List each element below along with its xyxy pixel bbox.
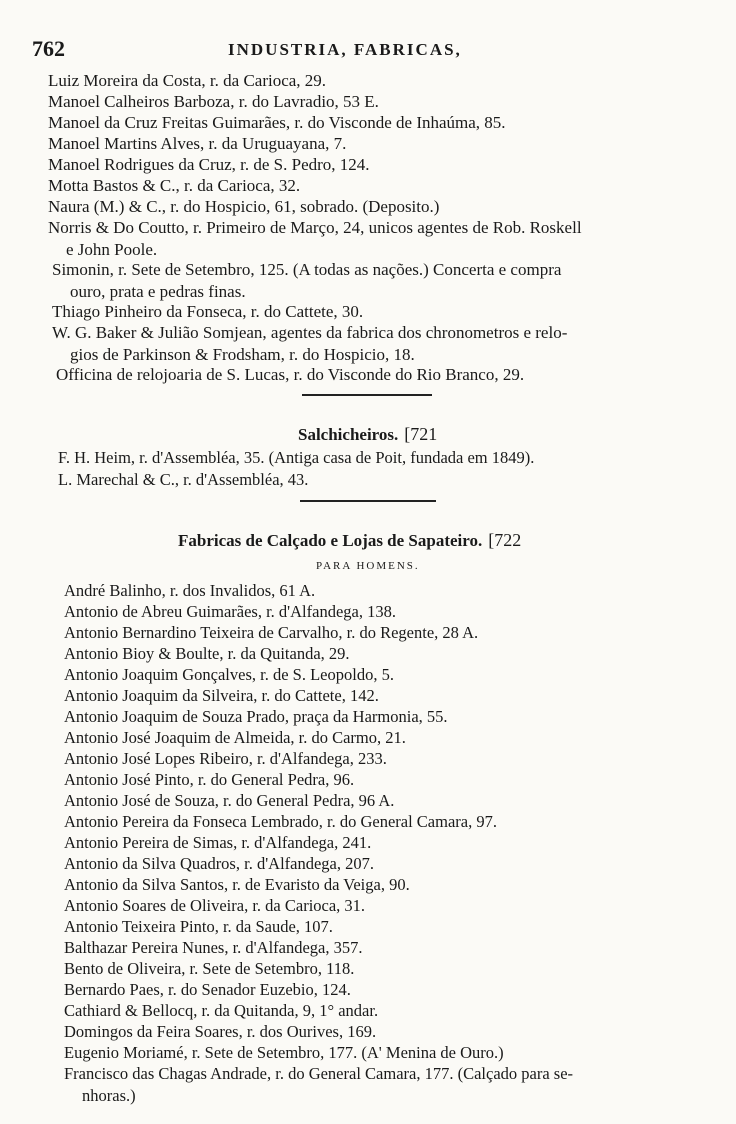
section-title-salchicheiros bbox=[298, 424, 437, 445]
entry-text: Antonio José de Souza, r. do General Pedra, 96 A. bbox=[64, 791, 395, 810]
list-item bbox=[64, 727, 406, 749]
list-item bbox=[64, 790, 394, 812]
entry-text: Antonio Pereira de Simas, r. d'Alfandega, 241. bbox=[64, 833, 372, 852]
section-divider bbox=[302, 394, 432, 396]
entry-text: Antonio Joaquim de Souza Prado, praça da Harmonia, 55. bbox=[64, 707, 448, 726]
list-item bbox=[58, 469, 308, 491]
list-item bbox=[56, 364, 524, 386]
list-item bbox=[48, 154, 370, 176]
list-item bbox=[64, 895, 365, 917]
section-title-calcado bbox=[178, 530, 521, 551]
page-header bbox=[32, 36, 696, 66]
list-item bbox=[48, 91, 379, 113]
entry-text: Antonio Bernardino Teixeira de Carvalho, r. do Regente, 28 A. bbox=[64, 623, 479, 642]
entry-text: Luiz Moreira da Costa, r. da Carioca, 29. bbox=[48, 71, 327, 90]
list-item bbox=[64, 706, 448, 728]
entry-text: Bernardo Paes, r. do Senador Euzebio, 124. bbox=[64, 980, 351, 999]
entry-text: Thiago Pinheiro da Fonseca, r. do Cattete, 30. bbox=[52, 302, 364, 321]
list-item bbox=[48, 112, 506, 134]
list-item bbox=[64, 580, 315, 602]
list-item bbox=[64, 601, 396, 623]
entry-text: Balthazar Pereira Nunes, r. d'Alfandega, 357. bbox=[64, 938, 363, 957]
entry-text: F. H. Heim, r. d'Assembléa, 35. (Antiga casa de Poit, fundada em 1849). bbox=[58, 448, 535, 467]
entry-text: Antonio José Lopes Ribeiro, r. d'Alfandega, 233. bbox=[64, 749, 387, 768]
entry-text: Cathiard & Bellocq, r. da Quitanda, 9, 1° andar. bbox=[64, 1001, 379, 1020]
entry-text: André Balinho, r. dos Invalidos, 61 A. bbox=[64, 581, 316, 600]
entry-text: Francisco das Chagas Andrade, r. do General Camara, 177. (Calçado para se- bbox=[64, 1064, 574, 1083]
list-item bbox=[48, 196, 439, 218]
entry-text: Manoel Rodrigues da Cruz, r. de S. Pedro, 124. bbox=[48, 155, 370, 174]
entry-text: Antonio Bioy & Boulte, r. da Quitanda, 29. bbox=[64, 644, 350, 663]
entry-text: Manoel da Cruz Freitas Guimarães, r. do Visconde de Inhaúma, 85. bbox=[48, 113, 506, 132]
list-item bbox=[64, 622, 478, 644]
entry-text: Eugenio Moriamé, r. Sete de Setembro, 177. (A' Menina de Ouro.) bbox=[64, 1043, 504, 1062]
entry-text: L. Marechal & C., r. d'Assembléa, 43. bbox=[58, 470, 309, 489]
entry-text: Manoel Calheiros Barboza, r. do Lavradio, 53 E. bbox=[48, 92, 379, 111]
list-item bbox=[64, 874, 410, 896]
list-item bbox=[52, 301, 363, 323]
list-item bbox=[64, 664, 394, 686]
list-item bbox=[64, 748, 387, 770]
list-item bbox=[64, 979, 351, 1001]
list-item bbox=[64, 958, 354, 980]
list-item bbox=[64, 811, 497, 833]
list-item bbox=[64, 832, 371, 854]
section-reference: [721 bbox=[404, 424, 438, 444]
list-item bbox=[64, 1021, 376, 1043]
list-item bbox=[48, 133, 346, 155]
list-item bbox=[52, 322, 567, 366]
list-item bbox=[48, 70, 326, 92]
list-item bbox=[64, 1000, 378, 1022]
entry-text: Officina de relojoaria de S. Lucas, r. do Visconde do Rio Branco, 29. bbox=[56, 365, 525, 384]
entry-text: Motta Bastos & C., r. da Carioca, 32. bbox=[48, 176, 301, 195]
list-item bbox=[64, 937, 363, 959]
section-divider bbox=[300, 500, 436, 502]
list-item bbox=[64, 1063, 573, 1107]
list-item bbox=[52, 259, 561, 303]
list-item bbox=[64, 685, 379, 707]
list-item bbox=[48, 217, 582, 261]
entry-text: Antonio Joaquim Gonçalves, r. de S. Leopoldo, 5. bbox=[64, 665, 394, 684]
entry-text: Antonio da Silva Quadros, r. d'Alfandega, 207. bbox=[64, 854, 375, 873]
entry-text: W. G. Baker & Julião Somjean, agentes da fabrica dos chronometros e relo- bbox=[52, 323, 568, 342]
list-item bbox=[64, 769, 354, 791]
section-title-text: Salchicheiros. bbox=[298, 425, 399, 444]
list-item bbox=[64, 853, 374, 875]
entry-text: Antonio Teixeira Pinto, r. da Saude, 107. bbox=[64, 917, 333, 936]
running-title: INDUSTRIA, FABRICAS, bbox=[228, 40, 462, 59]
entry-text: Bento de Oliveira, r. Sete de Setembro, 118. bbox=[64, 959, 355, 978]
entry-text: Domingos da Feira Soares, r. dos Ourives, 169. bbox=[64, 1022, 377, 1041]
section-title-text: Fabricas de Calçado e Lojas de Sapateiro. bbox=[178, 531, 483, 550]
entry-continuation: gios de Parkinson & Frodsham, r. do Hospicio, 18. bbox=[70, 345, 415, 364]
list-item bbox=[64, 916, 333, 938]
entry-continuation: nhoras.) bbox=[82, 1086, 136, 1105]
entry-text: Antonio da Silva Santos, r. de Evaristo da Veiga, 90. bbox=[64, 875, 410, 894]
page-number: 762 bbox=[32, 36, 65, 61]
entry-text: Simonin, r. Sete de Setembro, 125. (A todas as nações.) Concerta e compra bbox=[52, 260, 562, 279]
subheading: PARA HOMENS. bbox=[316, 560, 420, 572]
entry-text: Antonio de Abreu Guimarães, r. d'Alfandega, 138. bbox=[64, 602, 396, 621]
entry-text: Norris & Do Coutto, r. Primeiro de Março, 24, unicos agentes de Rob. Roskell bbox=[48, 218, 582, 237]
entry-text: Naura (M.) & C., r. do Hospicio, 61, sobrado. (Deposito.) bbox=[48, 197, 440, 216]
entry-continuation: e John Poole. bbox=[66, 240, 158, 259]
section-reference: [722 bbox=[488, 530, 522, 550]
list-item bbox=[64, 643, 350, 665]
entry-text: Antonio José Joaquim de Almeida, r. do Carmo, 21. bbox=[64, 728, 406, 747]
list-item bbox=[48, 175, 300, 197]
entry-text: Antonio Soares de Oliveira, r. da Carioca, 31. bbox=[64, 896, 366, 915]
list-item bbox=[64, 1042, 504, 1064]
entry-text: Manoel Martins Alves, r. da Uruguayana, 7. bbox=[48, 134, 347, 153]
entry-text: Antonio Pereira da Fonseca Lembrado, r. do General Camara, 97. bbox=[64, 812, 497, 831]
entry-text: Antonio Joaquim da Silveira, r. do Cattete, 142. bbox=[64, 686, 379, 705]
entry-continuation: ouro, prata e pedras finas. bbox=[70, 282, 246, 301]
entry-text: Antonio José Pinto, r. do General Pedra, 96. bbox=[64, 770, 355, 789]
list-item bbox=[58, 447, 534, 469]
